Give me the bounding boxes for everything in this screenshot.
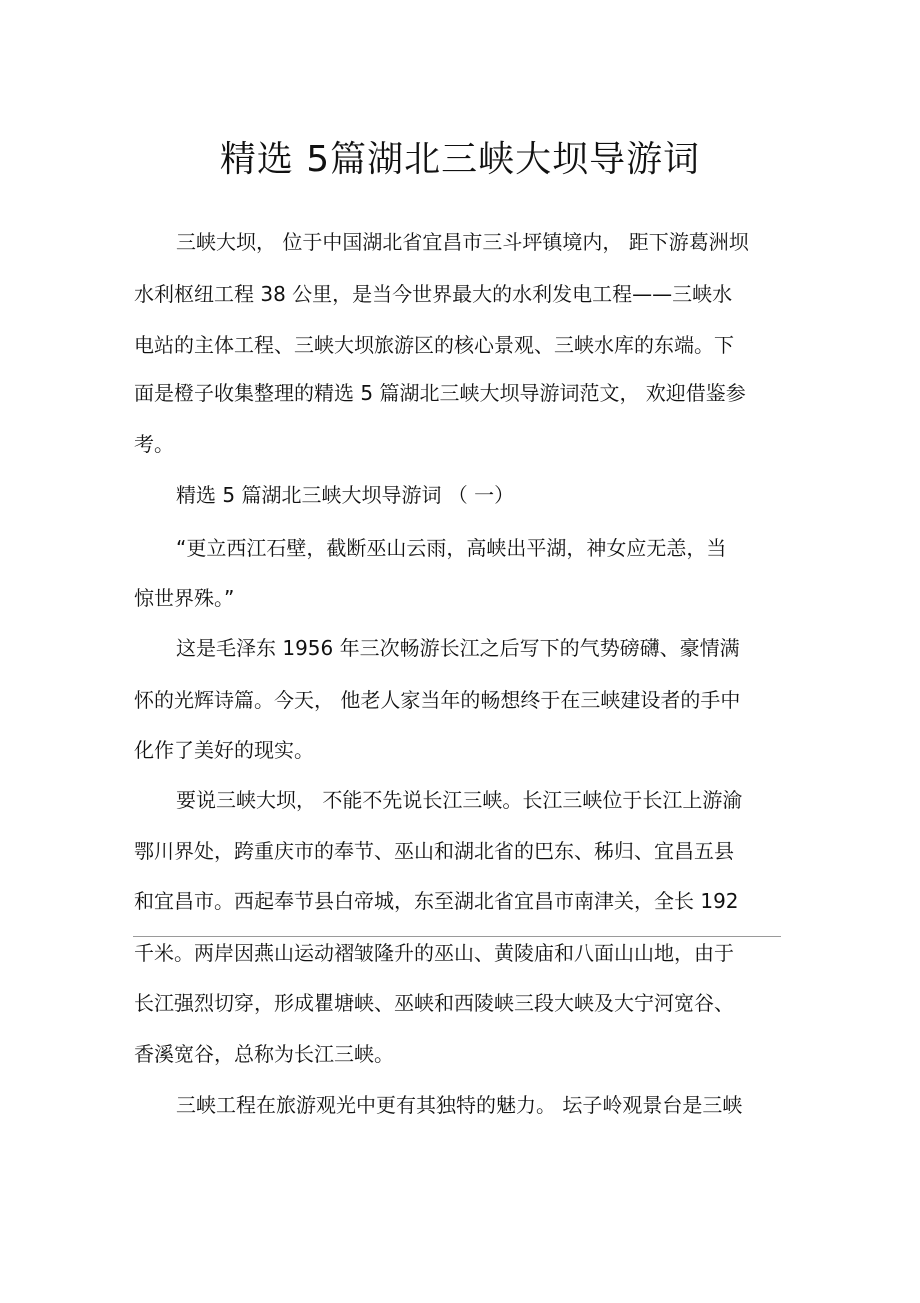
- paragraph-line-5: 考。: [134, 432, 174, 456]
- paragraph-line-2: 水利枢纽工程 38 公里，是当今世界最大的水利发电工程——三峡水: [134, 282, 733, 306]
- page-divider: [133, 936, 781, 937]
- paragraph-line-16: 长江强烈切穿，形成瞿塘峡、巫峡和西陵峡三段大峡及大宁河宽谷、: [134, 991, 734, 1015]
- poem-line-2: 惊世界殊。”: [134, 586, 235, 610]
- paragraph-line-3: 电站的主体工程、三峡大坝旅游区的核心景观、三峡水库的东端。下: [134, 333, 734, 357]
- paragraph-line-17: 香溪宽谷，总称为长江三峡。: [134, 1042, 394, 1066]
- paragraph-line-12: 要说三峡大坝， 不能不先说长江三峡。长江三峡位于长江上游渝: [176, 788, 743, 812]
- paragraph-line-10: 怀的光辉诗篇。今天， 他老人家当年的畅想终于在三峡建设者的手中: [134, 688, 741, 712]
- section-heading: 精选 5 篇湖北三峡大坝导游词 （ 一）: [176, 483, 515, 507]
- paragraph-line-9: 这是毛泽东 1956 年三次畅游长江之后写下的气势磅礴、豪情满: [176, 636, 740, 660]
- poem-line-1: “更立西江石壁，截断巫山云雨，高峡出平湖，神女应无恙，当: [176, 536, 727, 560]
- paragraph-line-1: 三峡大坝， 位于中国湖北省宜昌市三斗坪镇境内， 距下游葛洲坝: [176, 230, 749, 254]
- document-title: 精选 5篇湖北三峡大坝导游词: [219, 139, 701, 180]
- paragraph-line-4: 面是橙子收集整理的精选 5 篇湖北三峡大坝导游词范文， 欢迎借鉴参: [134, 381, 746, 405]
- paragraph-line-11: 化作了美好的现实。: [134, 738, 314, 762]
- paragraph-line-13: 鄂川界处，跨重庆市的奉节、巫山和湖北省的巴东、秭归、宜昌五县: [134, 839, 734, 863]
- paragraph-line-14: 和宜昌市。西起奉节县白帝城，东至湖北省宜昌市南津关，全长 192: [134, 889, 739, 913]
- paragraph-line-15: 千米。两岸因燕山运动褶皱隆升的巫山、黄陵庙和八面山山地，由于: [134, 941, 734, 965]
- paragraph-line-18: 三峡工程在旅游观光中更有其独特的魅力。 坛子岭观景台是三峡: [176, 1093, 743, 1117]
